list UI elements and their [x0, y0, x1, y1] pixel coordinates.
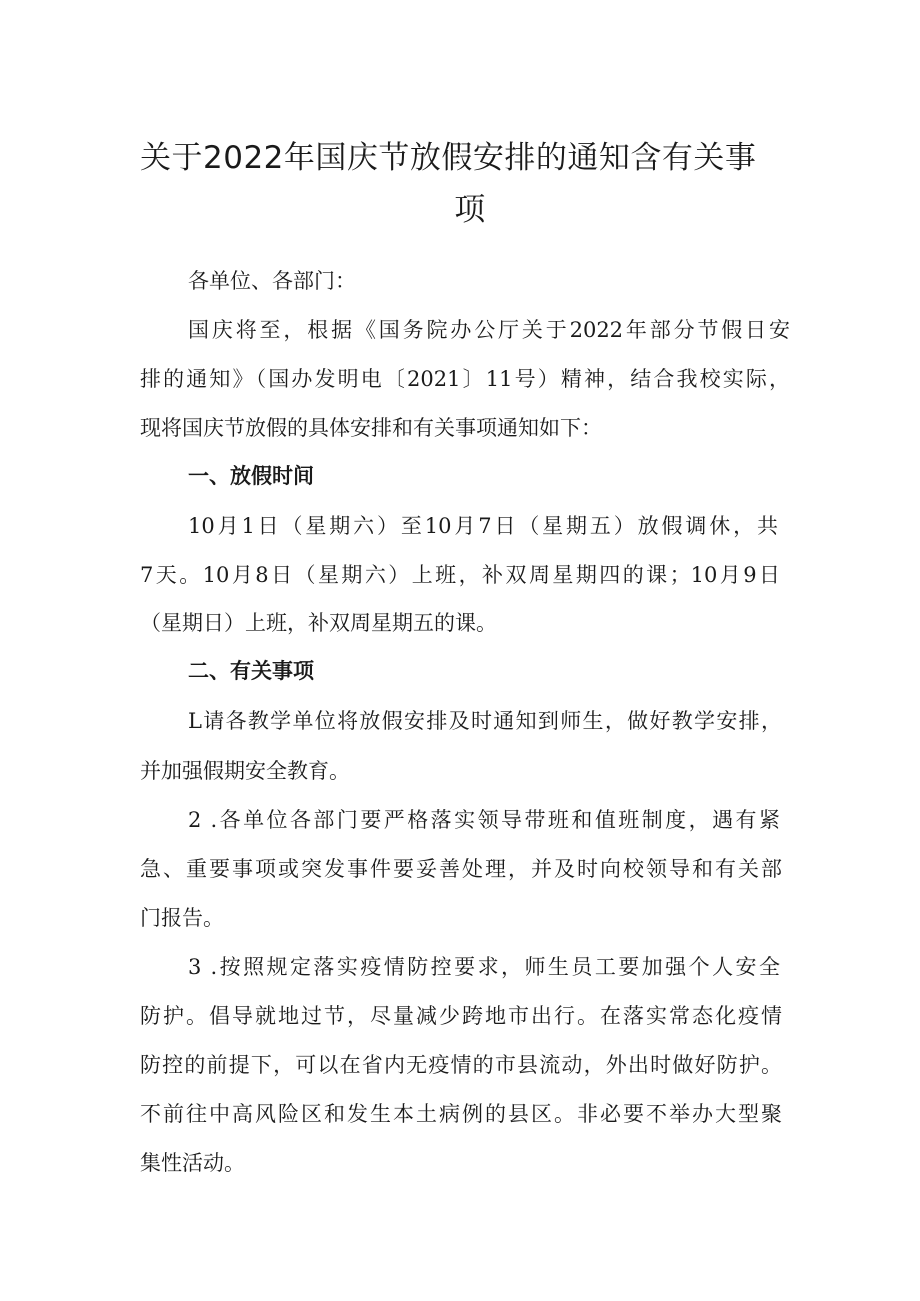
section-1-line-2: 7天。10月8日（星期六）上班，补双周星期四的课；10月9日 — [140, 563, 780, 587]
item-2-line-1: 2 .各单位各部门要严格落实领导带班和值班制度，遇有紧 — [188, 808, 780, 832]
intro-line-3: 现将国庆节放假的具体安排和有关事项通知如下： — [140, 416, 602, 440]
item-1-line-2: 并加强假期安全教育。 — [140, 759, 350, 783]
item-3-line-5: 集性活动。 — [140, 1151, 245, 1175]
item-1-line-1: L请各教学单位将放假安排及时通知到师生，做好教学安排， — [188, 709, 782, 733]
intro-line-1: 国庆将至，根据《国务院办公厅关于2022年部分节假日安 — [188, 318, 790, 342]
document-title-line-2: 项 — [454, 192, 486, 228]
document-title-line-1: 关于2022年国庆节放假安排的通知含有关事 — [140, 140, 757, 176]
item-3-line-4: 不前往中高风险区和发生本土病例的县区。非必要不举办大型聚 — [140, 1102, 782, 1126]
salutation: 各单位、各部门： — [188, 269, 356, 293]
item-3-line-1: 3 .按照规定落实疫情防控要求，师生员工要加强个人安全 — [188, 955, 780, 979]
item-2-line-3: 门报告。 — [140, 906, 224, 930]
item-2-line-2: 急、重要事项或突发事件要妥善处理，并及时向校领导和有关部 — [140, 857, 782, 881]
section-1-line-3: （星期日）上班，补双周星期五的课。 — [140, 611, 497, 635]
section-2-heading: 二、有关事项 — [188, 659, 314, 683]
item-3-line-3: 防控的前提下，可以在省内无疫情的市县流动，外出时做好防护。 — [140, 1053, 782, 1077]
section-1-line-1: 10月1日（星期六）至10月7日（星期五）放假调休，共 — [188, 514, 778, 538]
intro-line-2: 排的通知》（国办发明电〔2021〕11号）精神，结合我校实际， — [140, 367, 790, 391]
item-3-line-2: 防护。倡导就地过节，尽量减少跨地市出行。在落实常态化疫情 — [140, 1004, 782, 1028]
section-1-heading: 一、放假时间 — [188, 464, 314, 488]
